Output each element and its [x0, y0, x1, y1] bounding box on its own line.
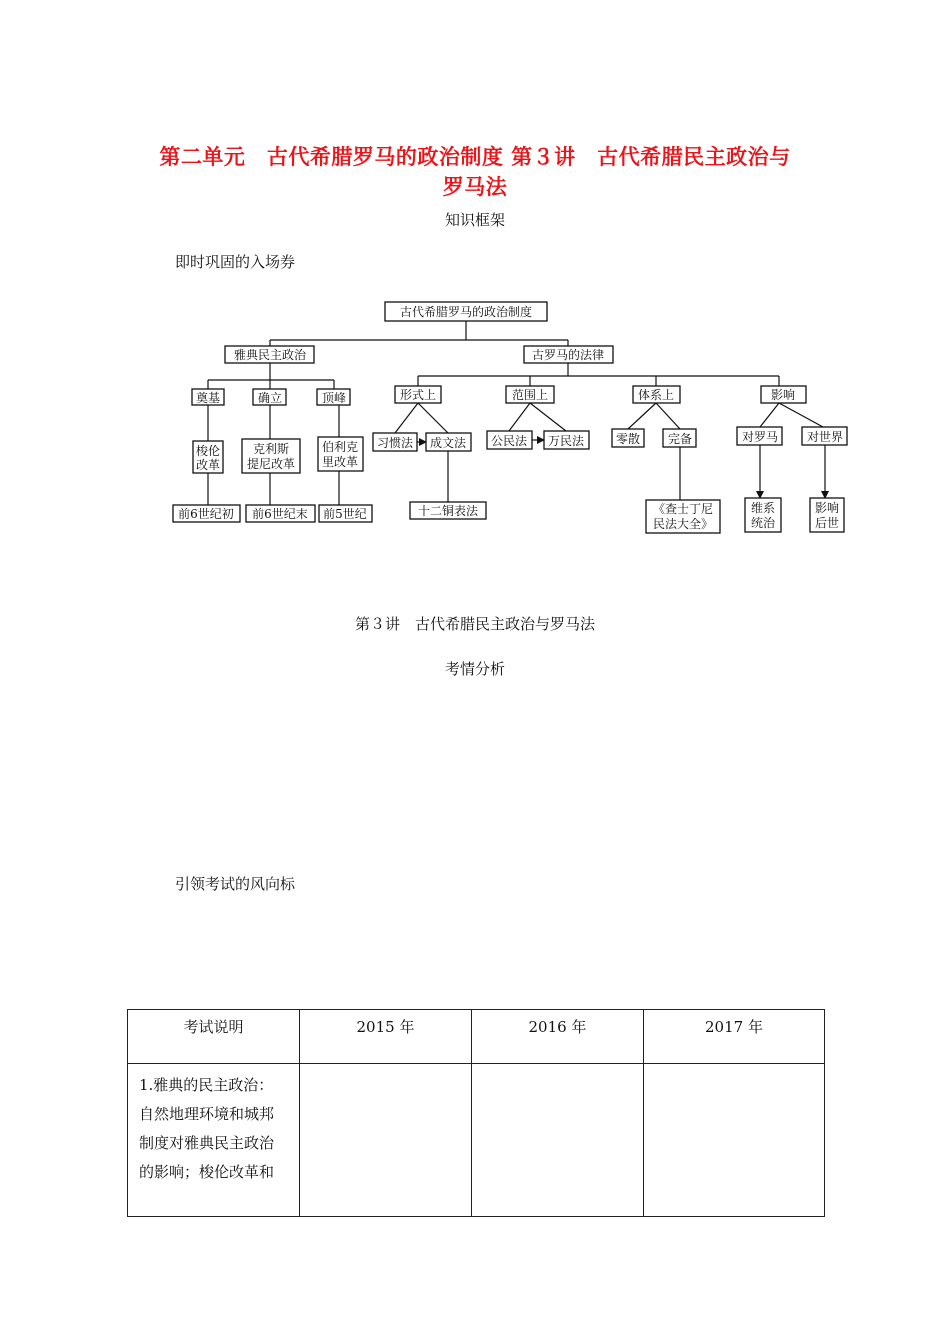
node-time-late-6c: 前6世纪末: [252, 507, 308, 521]
header-2015: 2015 年: [300, 1010, 472, 1064]
node-form: 形式上: [399, 388, 437, 402]
framework-heading: 知识框架: [444, 211, 505, 229]
node-stage-established: 确立: [257, 391, 283, 405]
node-law-of-nations: 万民法: [547, 434, 585, 448]
node-justinian-l1: 《查士丁尼: [652, 502, 714, 516]
node-influence: 影响: [770, 388, 796, 402]
node-maintain-rule-l2: 统治: [750, 516, 776, 530]
node-maintain-rule-l1: 维系: [750, 501, 776, 515]
table-header-row: [128, 1010, 825, 1064]
node-to-rome: 对罗马: [741, 430, 779, 444]
lecture-title: 第３讲 古代希腊民主政治与罗马法: [354, 615, 595, 633]
node-justinian-l2: 民法大全》: [652, 517, 714, 531]
description-line: 制度对雅典民主政治: [139, 1134, 275, 1152]
cell-2015: [300, 1064, 472, 1217]
node-athens: 雅典民主政治: [233, 348, 307, 362]
header-2017: 2017 年: [644, 1010, 825, 1064]
node-customary-law: 习惯法: [376, 436, 414, 450]
node-solon-reform-l1: 梭伦: [195, 444, 221, 458]
knowledge-framework-diagram: [0, 0, 950, 560]
table-row: [128, 1064, 825, 1217]
exam-description-cell: [128, 1064, 300, 1217]
node-later-ages-l2: 后世: [814, 516, 840, 530]
node-stage-foundation: 奠基: [195, 391, 221, 405]
node-pericles-reform-l1: 伯利克: [321, 440, 359, 454]
node-twelve-tables: 十二铜表法: [417, 504, 479, 518]
header-2016: 2016 年: [472, 1010, 644, 1064]
node-complete: 完备: [667, 432, 693, 446]
header-exam-description: 考试说明: [128, 1010, 300, 1064]
unit-title-line1: 第二单元 古代希腊罗马的政治制度 第３讲 古代希腊民主政治与: [159, 144, 791, 169]
node-solon-reform-l2: 改革: [195, 458, 221, 472]
node-root: 古代希腊罗马的政治制度: [399, 305, 533, 319]
ticket-label: 即时巩固的入场券: [175, 253, 296, 271]
node-time-early-6c: 前6世纪初: [178, 507, 234, 521]
unit-title-line2: 罗马法: [442, 174, 508, 199]
node-stage-peak: 顶峰: [321, 391, 347, 405]
node-cleisthenes-reform-l2: 提尼改革: [246, 457, 296, 471]
node-civil-law: 公民法: [490, 434, 528, 448]
exam-table: [127, 1009, 825, 1217]
guide-label: 引领考试的风向标: [175, 875, 296, 893]
cell-2016: [472, 1064, 644, 1217]
description-line: 的影响；梭伦改革和: [139, 1163, 275, 1181]
node-cleisthenes-reform-l1: 克利斯: [252, 442, 290, 456]
node-time-5c: 前5世纪: [323, 507, 367, 521]
node-to-world: 对世界: [806, 430, 844, 444]
node-system: 体系上: [637, 388, 675, 402]
description-line: 1.雅典的民主政治：: [139, 1076, 274, 1094]
node-scattered: 零散: [615, 432, 641, 446]
analysis-heading: 考情分析: [444, 660, 505, 678]
node-pericles-reform-l2: 里改革: [321, 455, 359, 469]
node-later-ages-l1: 影响: [814, 501, 840, 515]
cell-2017: [644, 1064, 825, 1217]
node-rome: 古罗马的法律: [531, 348, 605, 362]
node-scope: 范围上: [511, 388, 549, 402]
node-written-law: 成文法: [429, 436, 467, 450]
description-line: 自然地理环境和城邦: [139, 1105, 275, 1123]
